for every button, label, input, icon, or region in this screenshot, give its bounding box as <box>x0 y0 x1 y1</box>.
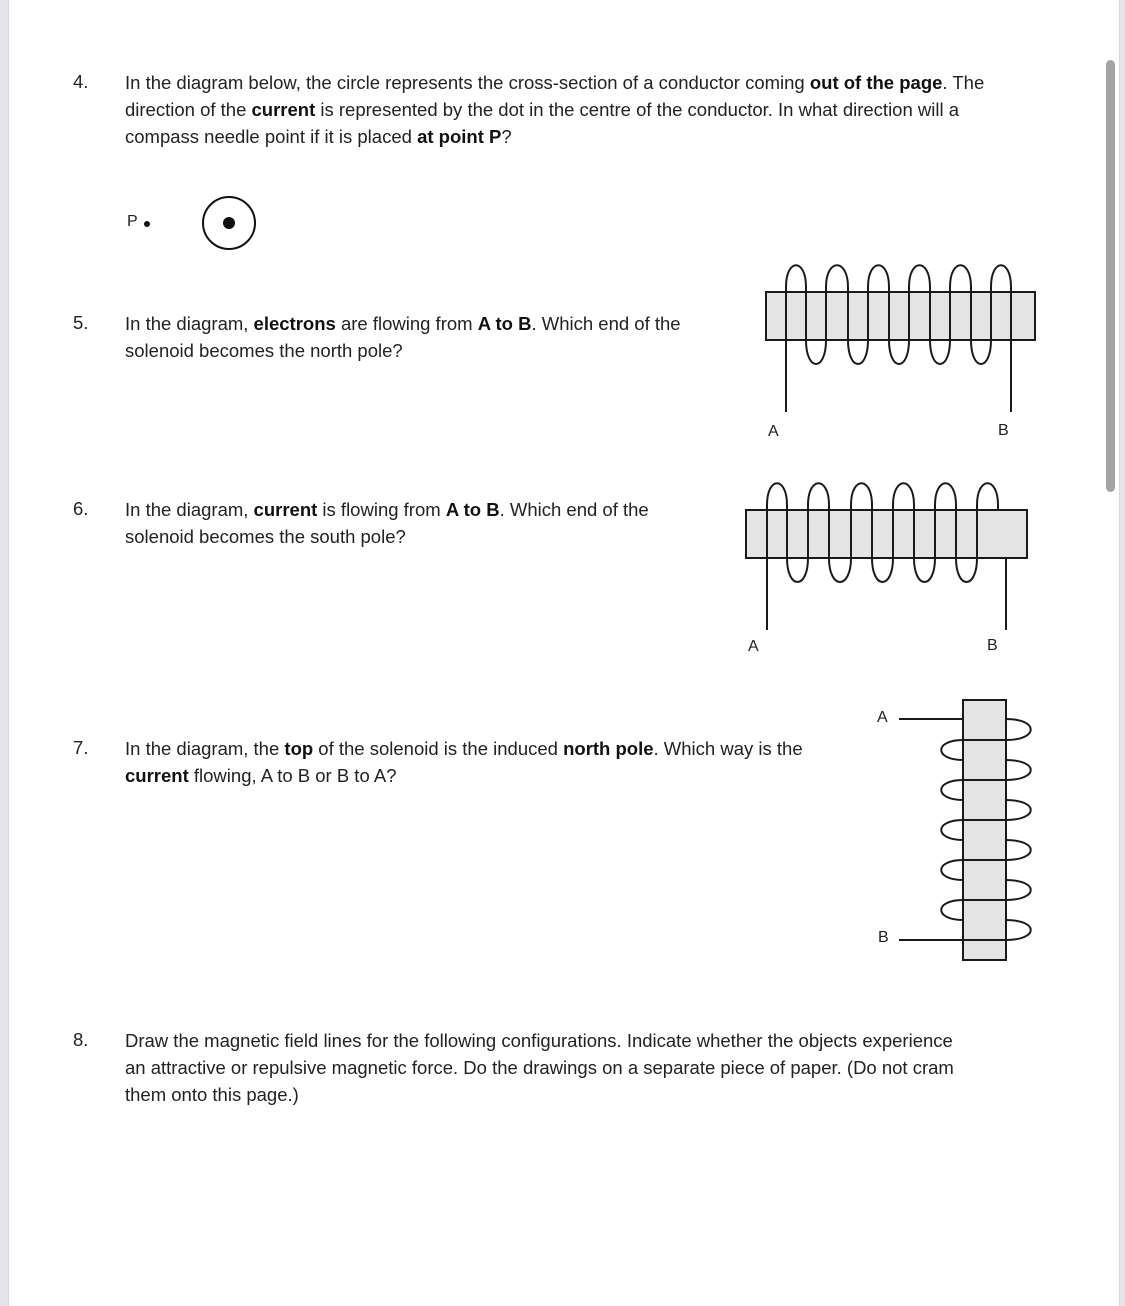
question-7-text: In the diagram, the top of the solenoid is the induced north pole. Which way is the current flowing, A to B or B to A? <box>125 738 803 786</box>
terminal-b-label: B <box>878 929 889 946</box>
question-number: 6. <box>73 498 89 519</box>
question-number: 4. <box>73 71 89 92</box>
question-number: 8. <box>73 1029 89 1050</box>
question-5-text: In the diagram, electrons are flowing from A to B. Which end of the solenoid becomes the north pole? <box>125 313 681 361</box>
question-6-text: In the diagram, current is flowing from A to B. Which end of the solenoid becomes the south pole? <box>125 499 649 547</box>
terminal-a-label: A <box>748 638 759 655</box>
terminal-b-label: B <box>998 422 1009 439</box>
document-page <box>8 0 1120 1306</box>
question-number: 5. <box>73 312 89 333</box>
vertical-scrollbar[interactable] <box>1106 60 1115 492</box>
question-number: 7. <box>73 737 89 758</box>
terminal-a-label: A <box>877 709 888 726</box>
terminal-a-label: A <box>768 423 779 440</box>
solenoid-vertical-diagram <box>9 0 1109 980</box>
point-p-label: P <box>127 213 138 230</box>
question-4-text: In the diagram below, the circle represents the cross-section of a conductor coming out of the page. The direction of the current is represented by the dot in the centre of the conductor. In what direction will a compass needle point if it is placed at point P? <box>125 72 985 147</box>
terminal-b-label: B <box>987 637 998 654</box>
question-8-text: Draw the magnetic field lines for the following configurations. Indicate whether the objects experience an attractive or repulsive magnetic force. Do the drawings on a separate piece of paper. (Do not cram them onto this page.) <box>125 1030 954 1105</box>
